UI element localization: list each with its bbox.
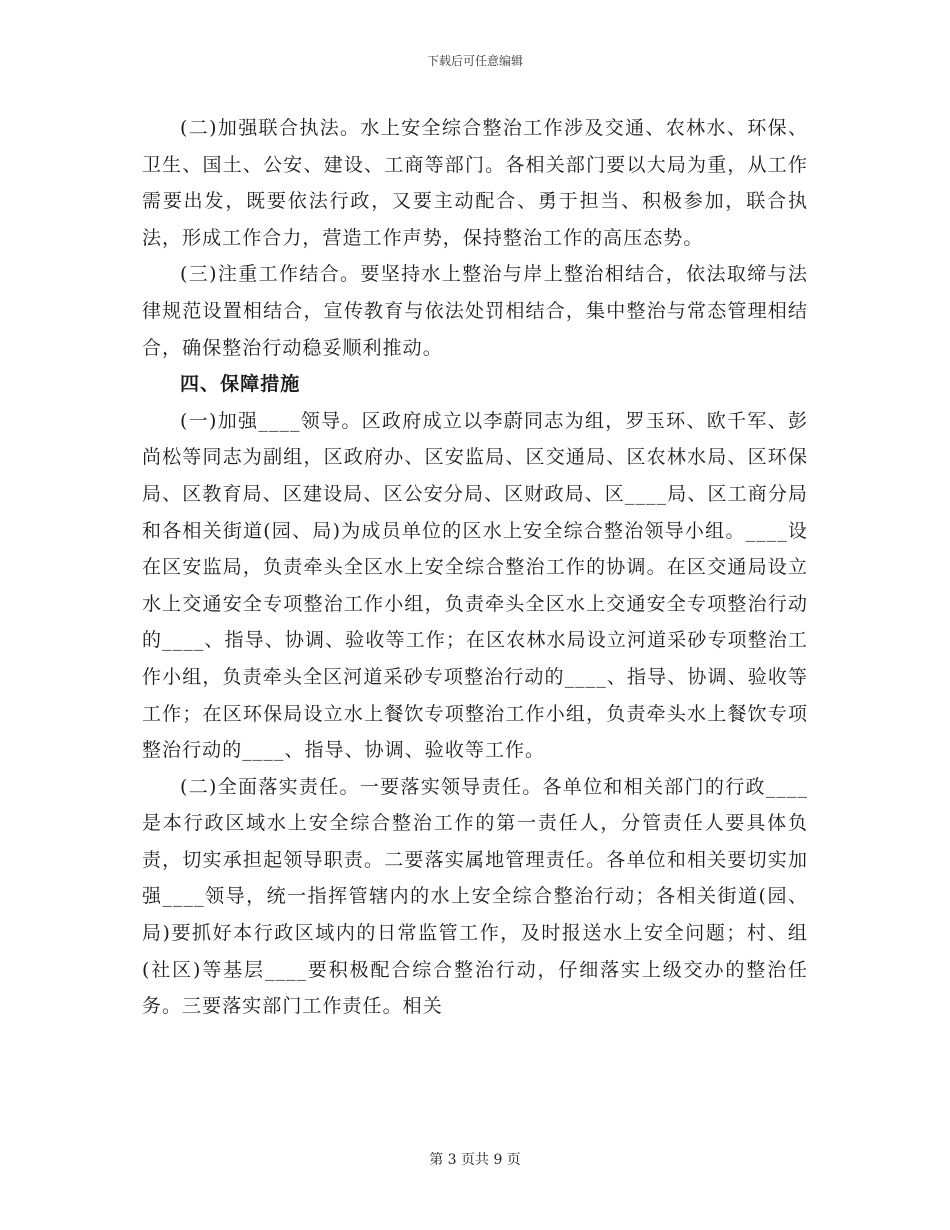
document-body <box>142 110 808 1025</box>
page-header: 下载后可任意编辑 <box>426 54 523 68</box>
paragraph-leadership: (一)加强____领导。区政府成立以李蔚同志为组，罗玉环、欧千军、彭尚松等同志为副组，区政府办、区安监局、区交通局、区农林水局、区环保局、区教育局、区建设局、区公安分局、区财政局、区____局、区工商分局和各相关街道(园、局)为成员单位的区水上安全综合整治领导小组。____设在区安监局，负责牵头全区水上安全综合整治工作的协调。在区交通局设立水上交通安全专项整治工作小组，负责牵头全区水上交通安全专项整治行动的____、指导、协调、验收等工作；在区农林水局设立河道采砂专项整治工作小组，负责牵头全区河道采砂专项整治行动的____、指导、协调、验收等工作；在区环保局设立水上餐饮专项整治工作小组，负责牵头水上餐饮专项整治行动的____、指导、协调、验收等工作。 <box>142 409 808 762</box>
paragraph-work-combination: (三)注重工作结合。要坚持水上整治与岸上整治相结合，依法取缔与法律规范设置相结合，宣传教育与依法处罚相结合，集中整治与常态管理相结合，确保整治行动稳妥顺利推动。 <box>142 263 808 359</box>
paragraph-responsibility: (二)全面落实责任。一要落实领导责任。各单位和相关部门的行政____是本行政区域水上安全综合整治工作的第一责任人，分管责任人要具体负责，切实承担起领导职责。二要落实属地管理责任。各单位和相关要切实加强____领导，统一指挥管辖内的水上安全综合整治行动；各相关街道(园、局)要抓好本行政区域内的日常监管工作，及时报送水上安全问题；村、组(社区)等基层____要积极配合综合整治行动，仔细落实上级交办的整治任务。三要落实部门工作责任。相关 <box>142 775 808 1018</box>
page-number: 第 3 页共 9 页 <box>429 1152 521 1168</box>
paragraph-joint-enforcement: (二)加强联合执法。水上安全综合整治工作涉及交通、农林水、环保、卫生、国土、公安、建设、工商等部门。各相关部门要以大局为重，从工作需要出发，既要依法行政，又要主动配合、勇于担当、积极参加，联合执法，形成工作合力，营造工作声势，保持整治工作的高压态势。 <box>142 117 808 249</box>
section-heading-safeguards: 四、保障措施 <box>180 373 301 396</box>
